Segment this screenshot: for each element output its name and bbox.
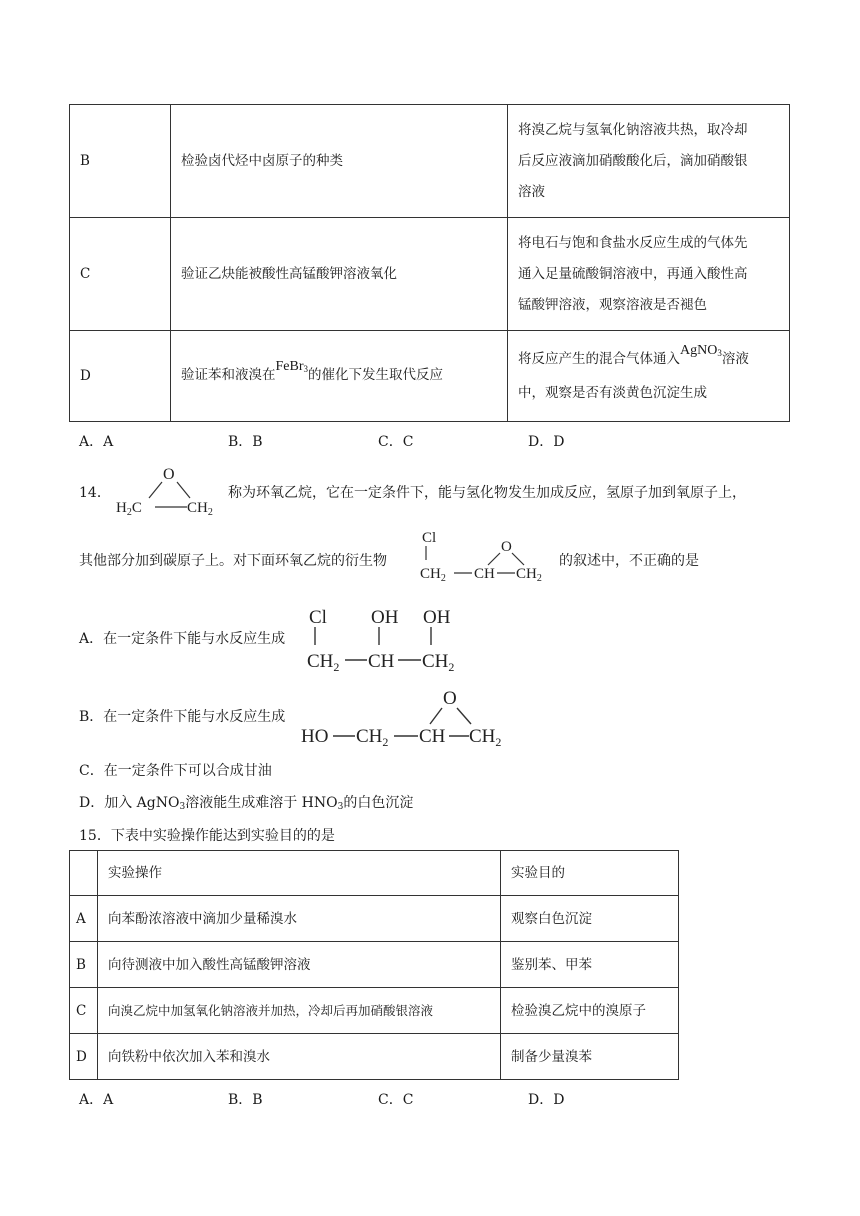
q14-text-1: 称为环氧乙烷，它在一定条件下，能与氢化物发生加成反应，氢原子加到氧原子上， (228, 485, 746, 501)
svg-text:CH2: $CH_2$ (356, 726, 389, 749)
operation-line: 通入足量硫酸铜溶液中，再通入酸性高 (518, 265, 748, 282)
operation-line: 锰酸钾溶液，观察溶液是否褪色 (518, 296, 707, 313)
row-label: B (70, 942, 98, 988)
svg-text:O: O (443, 688, 457, 709)
svg-text:CH: CH (419, 726, 446, 747)
row-label: C (70, 218, 171, 331)
row-label: B (70, 105, 171, 218)
row-label: A (70, 896, 98, 942)
row-purpose: 验证苯和液溴在FeBr$_3$的催化下发生取代反应 (171, 331, 508, 422)
q14-number: 14． (79, 485, 111, 501)
q14-option-c[interactable]: C．在一定条件下可以合成甘油 (79, 763, 272, 779)
row-goal: 检验溴乙烷中的溴原子 (501, 988, 679, 1034)
row-label: D (70, 331, 171, 422)
svg-text:CH2: $CH_2$ (422, 651, 455, 674)
epichlorohydrin-structure (418, 528, 558, 592)
row-operation (508, 105, 790, 218)
svg-text:CH2: $CH_2$ (307, 651, 340, 674)
q14-option-a[interactable]: A．在一定条件下能与水反应生成 (79, 631, 286, 647)
svg-text:CH: CH (368, 651, 395, 672)
q15-options (79, 1089, 779, 1109)
glycidol-structure (299, 684, 514, 753)
row-operation: 将反应产生的混合气体通入AgNO$_3$溶液 中，观察是否有淡黄色沉淀生成 (508, 331, 790, 422)
operation-line: 将溴乙烷与氢氧化钠溶液共热，取冷却 (518, 121, 748, 138)
glycidol-svg (299, 684, 514, 749)
row-op: 向苯酚浓溶液中滴加少量稀溴水 (98, 896, 501, 942)
febr3-formula: FeBr (275, 358, 304, 374)
svg-text:HO: HO (301, 726, 329, 747)
svg-text:CH: CH (474, 566, 495, 582)
row-goal: 制备少量溴苯 (501, 1034, 679, 1080)
svg-text:CH2: $CH_2$ (420, 566, 446, 584)
svg-text:Cl: Cl (422, 530, 437, 546)
option-b[interactable]: B．B (228, 1092, 263, 1108)
chloropropanediol-svg (306, 603, 471, 673)
svg-text:O: O (501, 539, 512, 555)
row-purpose: 验证乙炔能被酸性高锰酸钾溶液氧化 (171, 218, 508, 331)
agno3-formula: AgNO (680, 342, 718, 358)
operation-line: 溶液 (518, 183, 545, 200)
row-op: 向待测液中加入酸性高锰酸钾溶液 (98, 942, 501, 988)
q14-text-2: 其他部分加到碳原子上。对下面环氧乙烷的衍生物 (79, 553, 387, 569)
option-d[interactable]: D．D (528, 434, 565, 450)
q14-option-b[interactable]: B．在一定条件下能与水反应生成 (79, 709, 286, 725)
option-a[interactable]: A．A (79, 434, 114, 450)
q15-title: 15．下表中实验操作能达到实验目的的是 (79, 828, 335, 844)
operation-line: 后反应液滴加硝酸酸化后，滴加硝酸银 (518, 152, 748, 169)
row-operation (508, 218, 790, 331)
row-label: D (70, 1034, 98, 1080)
svg-text:CH2: $CH_2$ (469, 726, 502, 749)
table-row (70, 105, 790, 218)
row-purpose: 检验卤代烃中卤原子的种类 (171, 105, 508, 218)
q13-table (69, 104, 790, 422)
table-row (70, 942, 679, 988)
operation-line: 中，观察是否有淡黄色沉淀生成 (518, 384, 707, 401)
svg-text:OH: OH (423, 607, 451, 628)
ethylene-oxide-svg (115, 465, 227, 518)
option-c[interactable]: C．C (378, 434, 414, 450)
row-op: 向铁粉中依次加入苯和溴水 (98, 1034, 501, 1080)
option-c[interactable]: C．C (378, 1092, 414, 1108)
svg-text:Cl: Cl (309, 607, 327, 628)
row-goal: 观察白色沉淀 (501, 896, 679, 942)
svg-text:H2C: $H_2C$ (116, 500, 142, 518)
table-header-row (70, 851, 679, 896)
header-op: 实验操作 (98, 851, 501, 896)
row-op: 向溴乙烷中加氢氧化钠溶液并加热，冷却后再加硝酸银溶液 (98, 988, 501, 1034)
svg-text:OH: OH (371, 607, 399, 628)
option-d[interactable]: D．D (528, 1092, 565, 1108)
row-goal: 鉴别苯、甲苯 (501, 942, 679, 988)
operation-line: 将电石与饱和食盐水反应生成的气体先 (518, 234, 748, 251)
table-row (70, 1034, 679, 1080)
q15-table (69, 850, 679, 1080)
oxygen-atom: O (163, 466, 175, 483)
q14-text-3: 的叙述中，不正确的是 (559, 553, 699, 569)
chloropropanediol-structure (306, 603, 471, 677)
q14-option-d[interactable]: D．加入 AgNO$_3$溶液能生成难溶于 $HNO_3$的白色沉淀 (79, 795, 414, 812)
svg-text:CH2: $CH_2$ (187, 500, 213, 518)
option-b[interactable]: B．B (228, 434, 263, 450)
table-row (70, 218, 790, 331)
row-label: C (70, 988, 98, 1034)
svg-text:CH2: $CH_2$ (516, 566, 542, 584)
epichlorohydrin-svg (418, 528, 558, 588)
table-row (70, 896, 679, 942)
q13-options (79, 431, 779, 451)
header-goal: 实验目的 (501, 851, 679, 896)
option-a[interactable]: A．A (79, 1092, 114, 1108)
ethylene-oxide-structure (115, 465, 227, 519)
table-row (70, 988, 679, 1034)
table-row (70, 331, 790, 422)
